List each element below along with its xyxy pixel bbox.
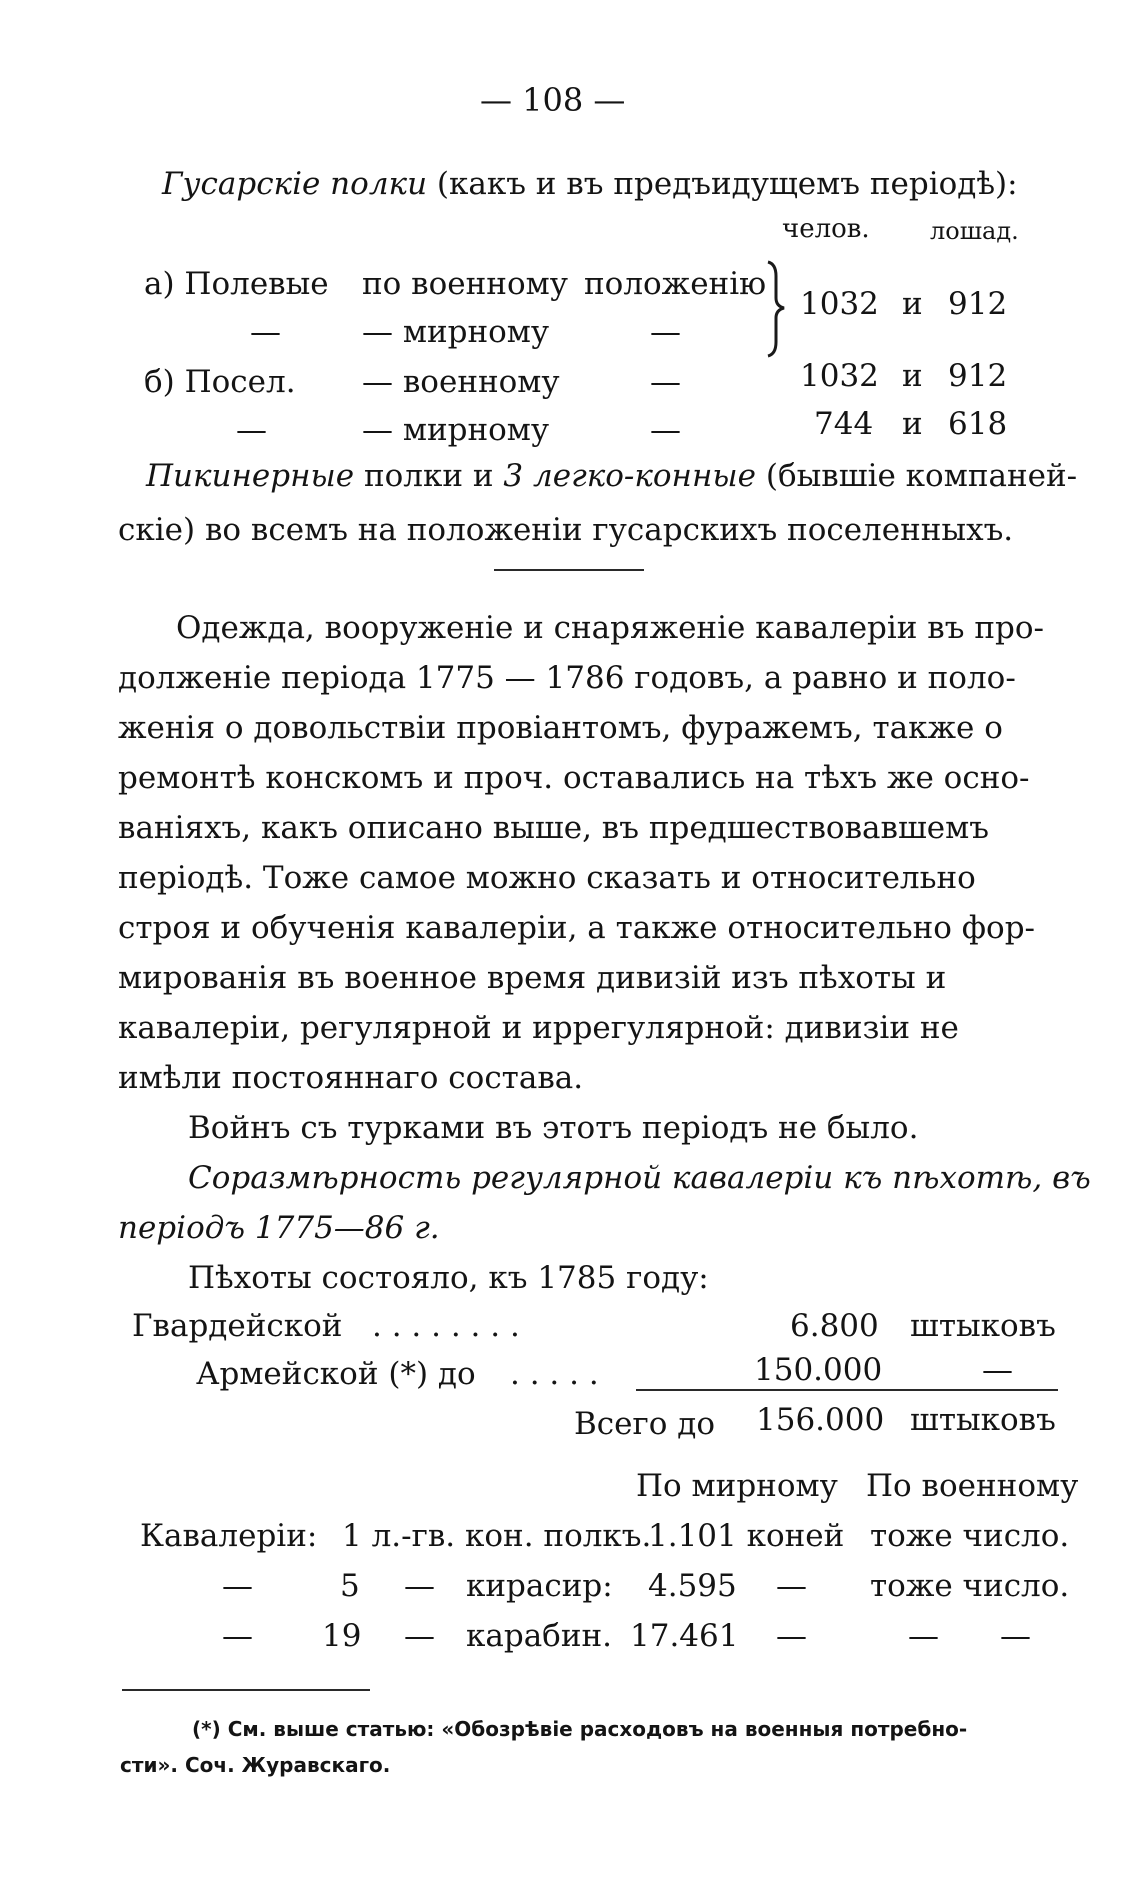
- row-b2-horses: 618: [948, 406, 1008, 442]
- infantry-intro: Пѣхоты состояло, къ 1785 году:: [188, 1260, 709, 1296]
- army-label: Армейской (*) до: [196, 1356, 476, 1392]
- row-b2-men: 744: [814, 406, 874, 442]
- cavalry-row-2-peace-dash: —: [776, 1618, 807, 1654]
- brace-icon: [760, 258, 790, 358]
- col-horses-header: лошад.: [930, 217, 1019, 245]
- row-b-label: б) Посел.: [144, 364, 296, 400]
- subheading-line1: Соразмѣрность регулярной кавалеріи къ пѣхотѣ, въ: [188, 1160, 1091, 1196]
- cavalry-row-1-peace: 4.595: [648, 1568, 737, 1604]
- army-unit: —: [982, 1352, 1013, 1388]
- guard-unit: штыковъ: [910, 1308, 1056, 1344]
- row-b-horses: 912: [948, 358, 1008, 394]
- col-men-header: челов.: [782, 214, 870, 244]
- para1-line-7: мированія въ военное время дивизій изъ пѣхоты и: [118, 960, 947, 996]
- pikinery-line2: скіе) во всемъ на положеніи гусарскихъ поселенныхъ.: [118, 512, 1014, 548]
- cavalry-row-1-war: тоже число.: [870, 1568, 1070, 1604]
- cavalry-row-0-war: тоже число.: [870, 1518, 1070, 1554]
- row-a-label: а) Полевые: [144, 266, 329, 302]
- row-b2-conj: и: [902, 406, 923, 442]
- row-b2-dash1: —: [236, 412, 267, 448]
- row-a2-dash3: —: [650, 314, 681, 350]
- row-b-p2: —: [650, 364, 681, 400]
- row-a2-dash1: —: [250, 314, 281, 350]
- cavalry-row-0-unit: 1 л.-гв. кон. полкъ.: [342, 1518, 652, 1554]
- para1-line-1: долженіе періода 1775 — 1786 годовъ, а равно и поло-: [118, 660, 1016, 696]
- cavalry-row-1-dash: —: [222, 1568, 253, 1604]
- para1-line-5: періодѣ. Тоже самое можно сказать и относительно: [118, 860, 976, 896]
- total-value: 156.000: [756, 1402, 885, 1438]
- row-a-conj: и: [902, 286, 923, 322]
- row-a-men: 1032: [800, 286, 879, 322]
- footnote-line1: (*) См. выше статью: «Обозрѣвіе расходовъ на военныя потребно-: [192, 1717, 968, 1741]
- cavalry-header-peace: По мирному: [636, 1468, 838, 1504]
- pikinery-italic-2: 3 легко-конные: [503, 458, 756, 494]
- cavalry-row-0-label: Кавалеріи:: [140, 1518, 318, 1554]
- para1-line-9: имѣли постояннаго состава.: [118, 1060, 584, 1096]
- footnote-line2: сти». Соч. Журавскаго.: [120, 1753, 391, 1777]
- row-a2-dash2: — мирному: [362, 314, 550, 350]
- pikinery-mid: полки и: [363, 458, 494, 494]
- guard-value: 6.800: [790, 1308, 879, 1344]
- cavalry-row-0-peace: 1.101 коней: [648, 1518, 845, 1554]
- hussar-heading-rest: (какъ и въ предъидущемъ періодѣ):: [436, 166, 1018, 202]
- para1-line-3: ремонтѣ конскомъ и проч. оставались на тѣхъ же осно-: [118, 760, 1030, 796]
- para1-line-8: кавалеріи, регулярной и иррегулярной: дивизіи не: [118, 1010, 959, 1046]
- pikinery-italic-1: Пикинерные: [146, 458, 355, 494]
- row-b-p1: — военному: [362, 364, 560, 400]
- para1-line-2: женія о довольствіи провіантомъ, фуражемъ, также о: [118, 710, 1003, 746]
- cavalry-row-2-war-dash2: —: [1000, 1618, 1031, 1654]
- para1-line-0: Одежда, вооруженіе и снаряженіе кавалеріи въ про-: [176, 610, 1044, 646]
- cavalry-row-1-unit: кирасир:: [466, 1568, 613, 1604]
- cavalry-header-war: По военному: [866, 1468, 1079, 1504]
- cavalry-row-2-dash: —: [222, 1618, 253, 1654]
- row-a-p2: положенію: [584, 266, 767, 302]
- row-a-horses: 912: [948, 286, 1008, 322]
- row-b2-dash2: — мирному: [362, 412, 550, 448]
- row-b2-dash3: —: [650, 412, 681, 448]
- page-number: — 108 —: [480, 81, 626, 119]
- cavalry-row-1-dash2: —: [404, 1568, 435, 1604]
- subheading-line2: періодъ 1775—86 г.: [118, 1210, 440, 1246]
- row-b-men: 1032: [800, 358, 879, 394]
- total-label: Всего до: [574, 1406, 715, 1442]
- army-dots: . . . . .: [510, 1356, 599, 1392]
- cavalry-row-1-count: 5: [340, 1568, 360, 1604]
- row-b-conj: и: [902, 358, 923, 394]
- cavalry-row-2-peace: 17.461: [630, 1618, 739, 1654]
- guard-dots: . . . . . . . .: [372, 1308, 520, 1344]
- guard-label: Гвардейской: [132, 1308, 343, 1344]
- cavalry-row-2-unit: карабин.: [466, 1618, 613, 1654]
- row-a-p1: по военному: [362, 266, 568, 302]
- cavalry-row-2-dash2: —: [404, 1618, 435, 1654]
- hussar-heading-italic: Гусарскіе полки: [162, 166, 428, 202]
- army-value: 150.000: [754, 1352, 883, 1388]
- cavalry-row-1-peace-dash: —: [776, 1568, 807, 1604]
- cavalry-row-2-count: 19: [322, 1618, 362, 1654]
- para1-line-4: ваніяхъ, какъ описано выше, въ предшествовавшемъ: [118, 810, 989, 846]
- sum-line: [636, 1389, 1058, 1391]
- cavalry-row-2-war-dash1: —: [908, 1618, 939, 1654]
- total-unit: штыковъ: [910, 1402, 1056, 1438]
- hussar-heading: [162, 164, 1018, 204]
- pikinery-rest: (бывшіе компаней-: [765, 458, 1078, 494]
- para1-line-6: строя и обученія кавалеріи, а также относительно фор-: [118, 910, 1036, 946]
- section-divider: [494, 569, 644, 571]
- pikinery-line1: [146, 456, 1077, 496]
- paragraph-wars: Войнъ съ турками въ этотъ періодъ не было.: [188, 1110, 919, 1146]
- footnote-divider: [122, 1689, 370, 1691]
